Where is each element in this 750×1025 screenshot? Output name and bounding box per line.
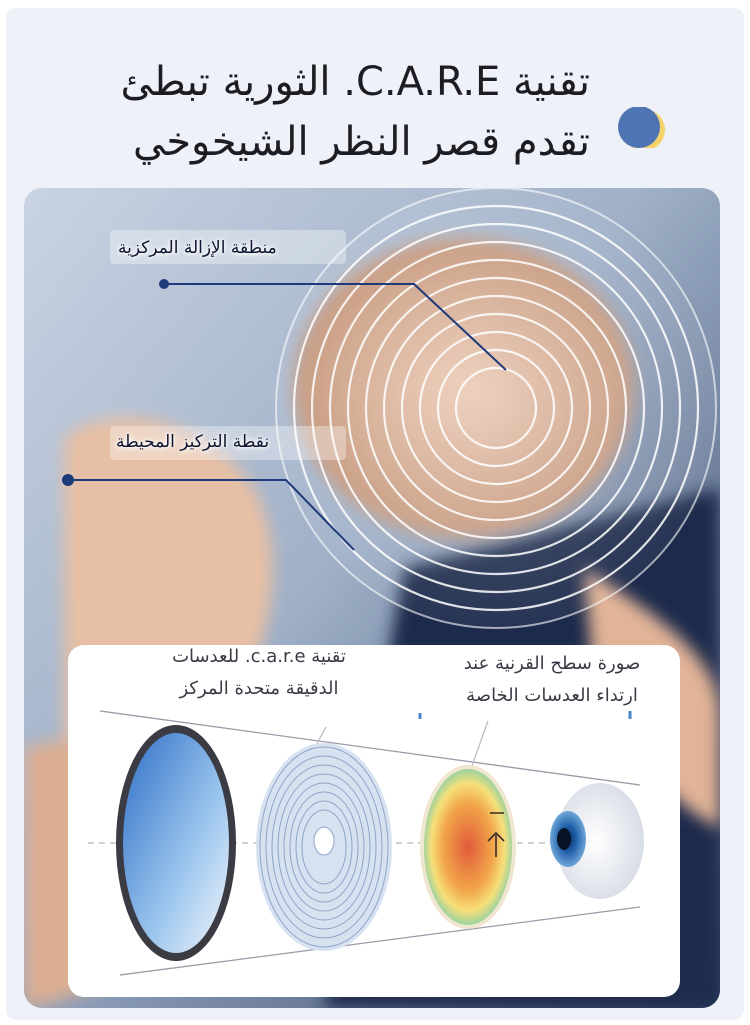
- title-line-2: تقدم قصر النظر الشيخوخي: [132, 119, 590, 165]
- title-line-1: تقنية C.A.R.E. الثورية تبطئ: [120, 59, 590, 105]
- left-caption-line-1: تقنية c.a.r.e. للعدسات: [172, 646, 346, 667]
- left-caption-line-2: الدقيقة متحدة المركز: [179, 678, 339, 699]
- peripheral-focus-label: نقطة التركيز المحيطة: [116, 432, 270, 452]
- left-caption: [140, 641, 378, 705]
- right-caption: [432, 648, 672, 712]
- right-caption-line-2: ارتداء العدسات الخاصة: [466, 685, 638, 706]
- page-title: [30, 52, 590, 172]
- badge-icon: [612, 100, 672, 160]
- central-zone-label: منطقة الإزالة المركزية: [118, 238, 277, 258]
- right-caption-line-1: صورة سطح القرنية عند: [463, 653, 641, 674]
